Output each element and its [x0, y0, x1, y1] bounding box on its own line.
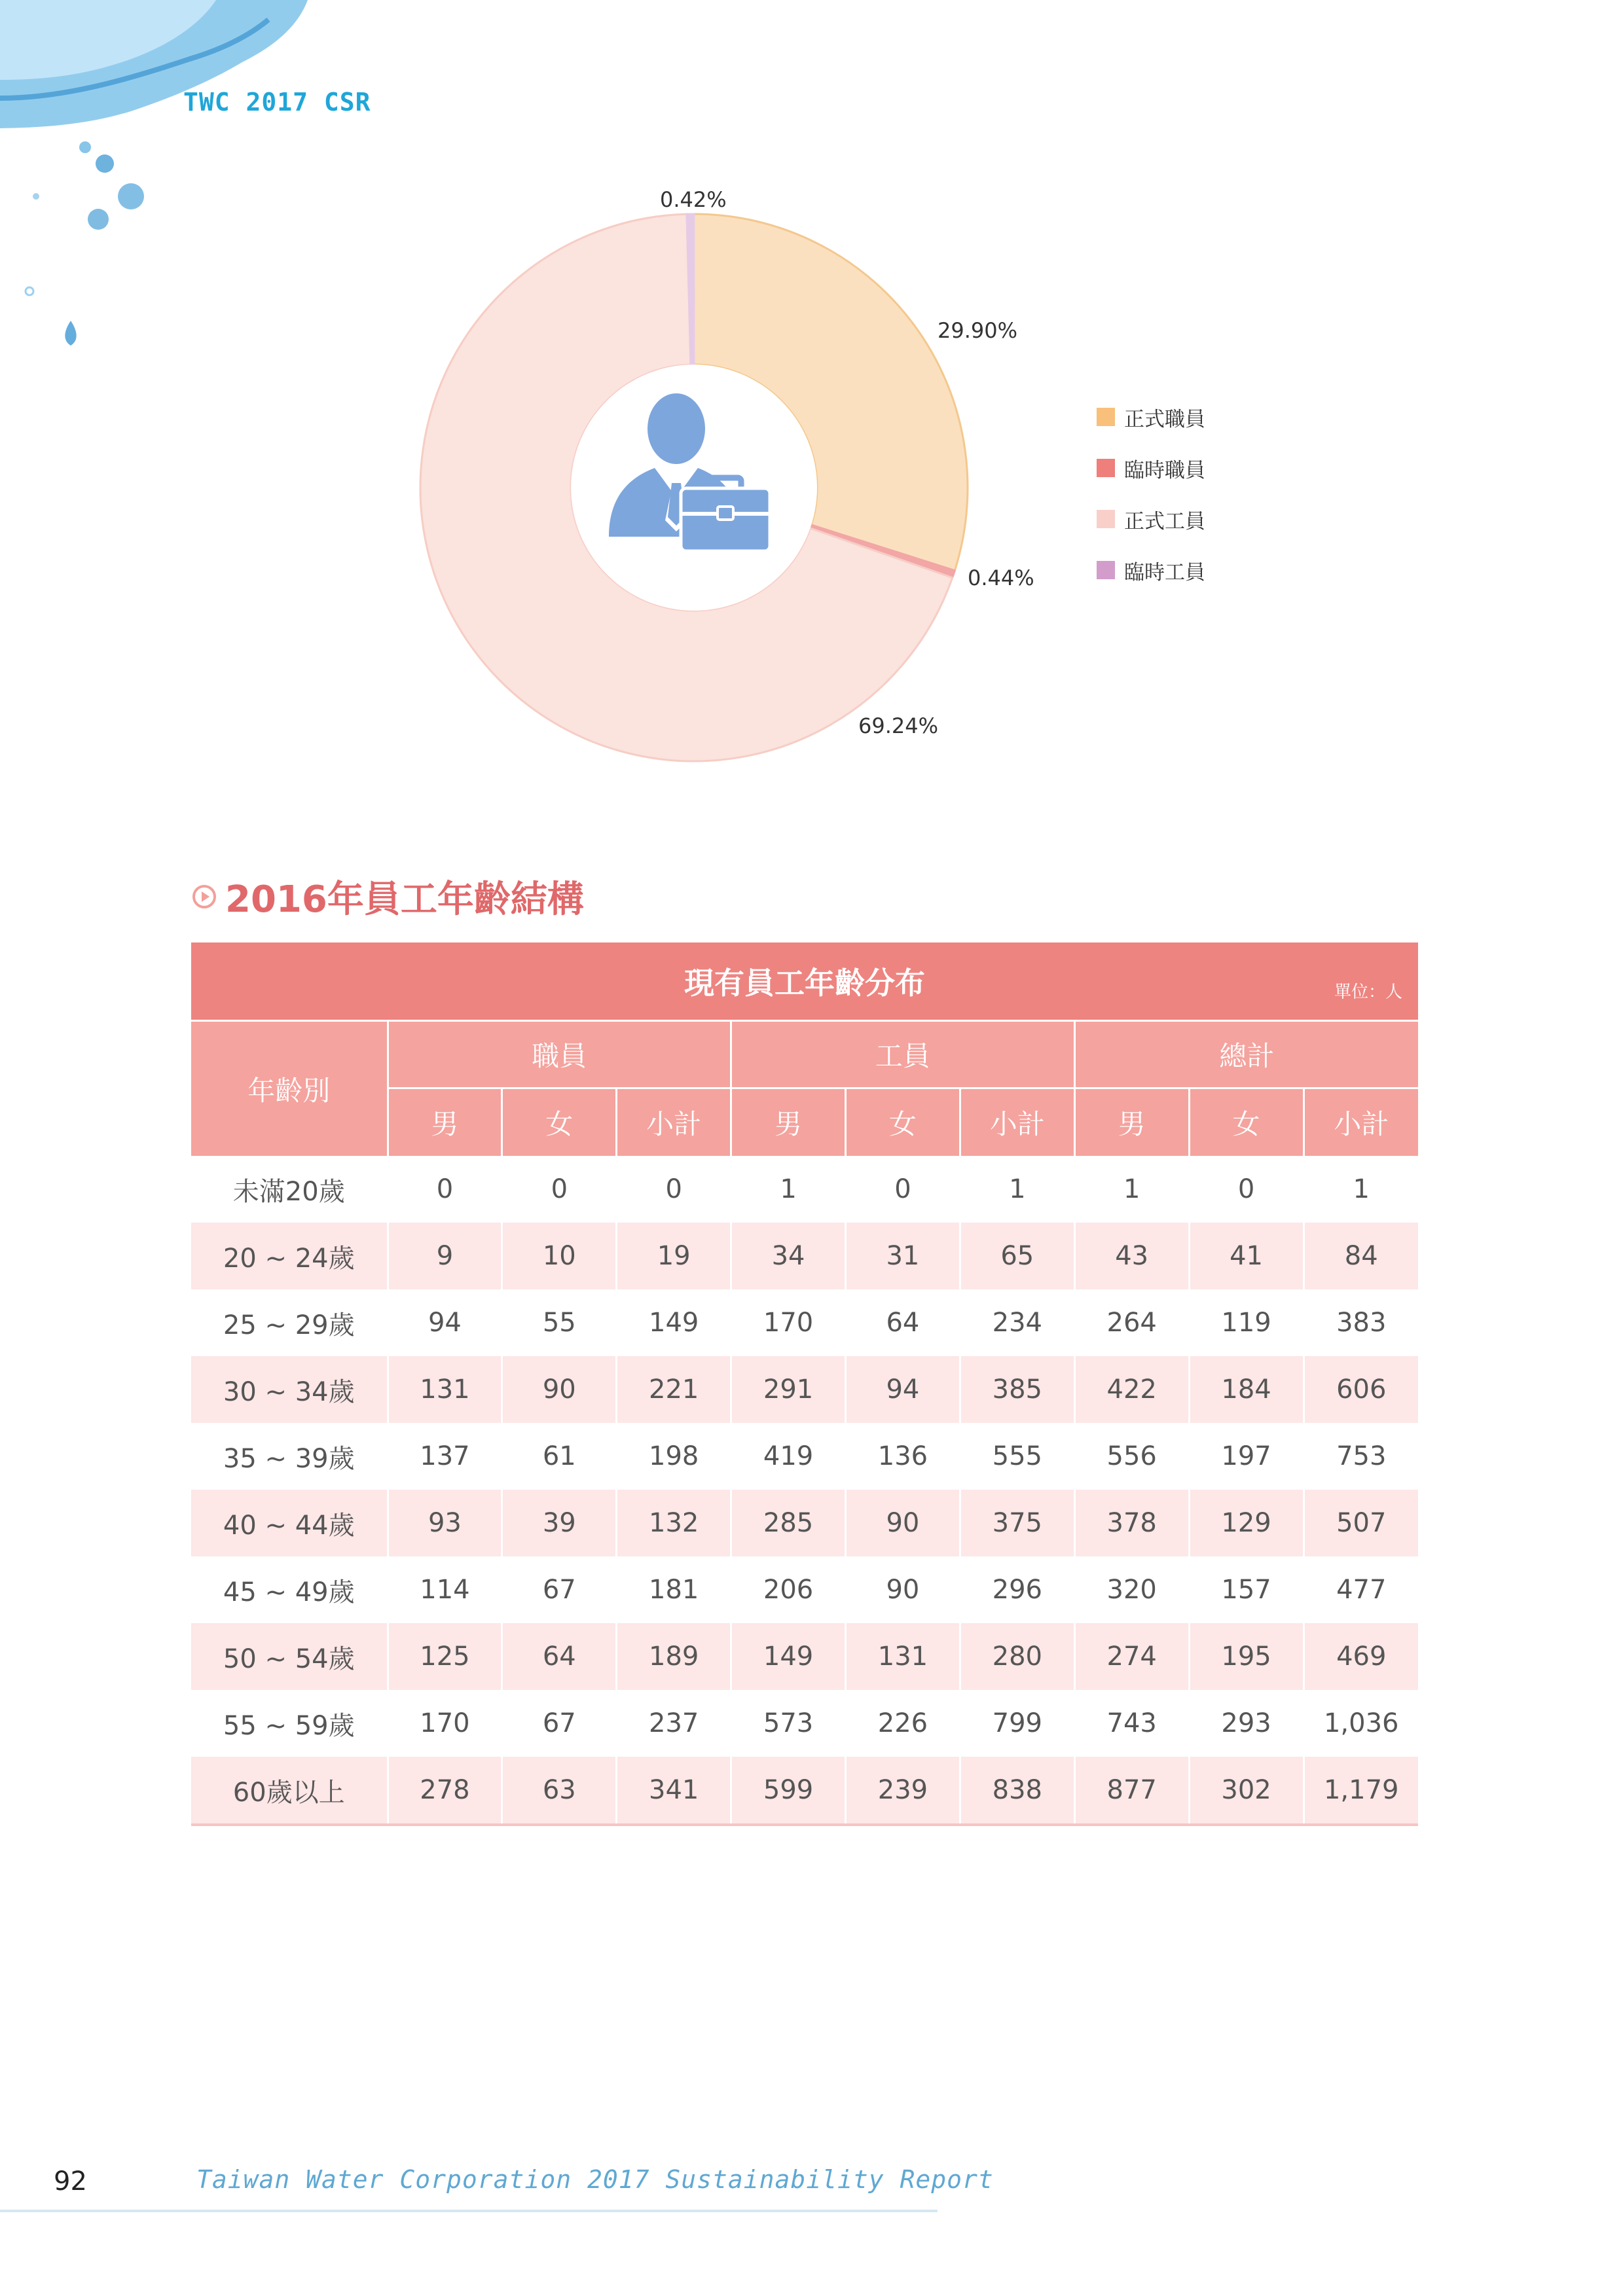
- count-cell: 65: [960, 1223, 1074, 1289]
- count-cell: 280: [960, 1623, 1074, 1690]
- subheader-cell: 男: [731, 1088, 846, 1157]
- count-cell: 195: [1189, 1623, 1304, 1690]
- table-row: [191, 1289, 1418, 1356]
- count-cell: 34: [731, 1223, 846, 1289]
- count-cell: 129: [1189, 1490, 1304, 1556]
- count-cell: 422: [1074, 1356, 1189, 1423]
- count-cell: 39: [502, 1490, 617, 1556]
- count-cell: 556: [1074, 1423, 1189, 1490]
- count-cell: 264: [1074, 1289, 1189, 1356]
- count-cell: 1,036: [1323, 1708, 1399, 1738]
- count-cell: 67: [502, 1690, 617, 1757]
- count-cell: 198: [617, 1423, 731, 1490]
- group-header-staff: 職員: [388, 1021, 731, 1088]
- count-cell: 125: [388, 1623, 502, 1690]
- count-cell: 181: [617, 1556, 731, 1623]
- legend-swatch: [1097, 510, 1115, 528]
- page-number: 92: [54, 2166, 87, 2197]
- count-cell: 296: [960, 1556, 1074, 1623]
- count-cell: 41: [1189, 1223, 1304, 1289]
- droplet: [88, 209, 109, 230]
- count-cell: 84: [1304, 1223, 1418, 1289]
- legend-swatch: [1097, 561, 1115, 579]
- count-cell: 55: [502, 1289, 617, 1356]
- count-cell: 184: [1189, 1356, 1304, 1423]
- count-cell: 469: [1304, 1623, 1418, 1690]
- count-cell: 64: [846, 1289, 960, 1356]
- count-cell: 293: [1189, 1690, 1304, 1757]
- count-cell: 149: [731, 1623, 846, 1690]
- table-row: [191, 1156, 1418, 1223]
- donut-svg: [367, 170, 1087, 798]
- count-cell: 189: [617, 1623, 731, 1690]
- count-cell: 383: [1336, 1308, 1387, 1338]
- age-range-cell: 55 ~ 59歲: [191, 1690, 388, 1757]
- count-cell: 291: [731, 1356, 846, 1423]
- count-cell: 63: [502, 1757, 617, 1825]
- count-cell: 606: [1304, 1356, 1418, 1423]
- count-cell: 94: [846, 1356, 960, 1423]
- legend-label: 臨時職員: [1124, 458, 1205, 482]
- subheader-cell: 女: [1189, 1088, 1304, 1157]
- count-cell: 61: [502, 1423, 617, 1490]
- legend-label: 正式工員: [1124, 509, 1205, 533]
- count-cell: 0: [502, 1156, 617, 1223]
- age-range-cell: 50 ~ 54歲: [191, 1623, 388, 1690]
- slice-label-0: 29.90%: [938, 318, 1018, 343]
- table-title: 現有員工年齡分布: [684, 965, 925, 1001]
- count-cell: 278: [388, 1757, 502, 1825]
- count-cell: 753: [1336, 1441, 1387, 1471]
- count-cell: 206: [731, 1556, 846, 1623]
- count-cell: 375: [960, 1490, 1074, 1556]
- employee-type-donut-chart: [367, 170, 1087, 798]
- table-body: [191, 1156, 1418, 1825]
- age-range-cell: 20 ~ 24歲: [191, 1223, 388, 1289]
- count-cell: 19: [617, 1223, 731, 1289]
- legend-item: [1097, 391, 1205, 442]
- legend-item: [1097, 442, 1205, 493]
- count-cell: 507: [1304, 1490, 1418, 1556]
- count-cell: 157: [1189, 1556, 1304, 1623]
- count-cell: 1: [731, 1156, 846, 1223]
- section-title: [191, 870, 584, 923]
- table-row: [191, 1490, 1418, 1556]
- report-tag: TWC 2017 CSR: [183, 88, 371, 117]
- table-row: [191, 1690, 1418, 1757]
- count-cell: 0: [1189, 1156, 1304, 1223]
- chart-legend: [1097, 391, 1205, 596]
- subheader-cell: 小計: [617, 1088, 731, 1157]
- count-cell: 1: [960, 1156, 1074, 1223]
- count-cell: 221: [617, 1356, 731, 1423]
- count-cell: 1: [1353, 1174, 1370, 1204]
- legend-label: 臨時工員: [1124, 560, 1205, 584]
- count-cell: 170: [731, 1289, 846, 1356]
- count-cell: 378: [1074, 1490, 1189, 1556]
- count-cell: 10: [502, 1223, 617, 1289]
- count-cell: 799: [960, 1690, 1074, 1757]
- subheader-cell: 小計: [1304, 1088, 1418, 1157]
- age-range-cell: 30 ~ 34歲: [191, 1356, 388, 1423]
- count-cell: 226: [846, 1690, 960, 1757]
- count-cell: 573: [731, 1690, 846, 1757]
- age-range-cell: 25 ~ 29歲: [191, 1289, 388, 1356]
- droplet: [33, 193, 39, 200]
- slice-label-1: 0.44%: [968, 565, 1034, 590]
- droplet: [79, 141, 91, 153]
- count-cell: 274: [1074, 1623, 1189, 1690]
- age-range-cell: 60歲以上: [191, 1757, 388, 1825]
- table-row: [191, 1623, 1418, 1690]
- age-range-cell: 35 ~ 39歲: [191, 1423, 388, 1490]
- count-cell: 237: [617, 1690, 731, 1757]
- count-cell: 149: [617, 1289, 731, 1356]
- legend-item: [1097, 493, 1205, 545]
- footer-report-title: Taiwan Water Corporation 2017 Sustainability Report: [196, 2165, 994, 2194]
- count-cell: 114: [388, 1556, 502, 1623]
- count-cell: 477: [1336, 1575, 1387, 1605]
- slice-label-3: 0.42%: [660, 187, 727, 212]
- age-distribution-table: [191, 942, 1418, 1826]
- count-cell: 419: [731, 1423, 846, 1490]
- count-cell: 341: [617, 1757, 731, 1825]
- age-range-cell: 45 ~ 49歲: [191, 1556, 388, 1623]
- count-cell: 94: [388, 1289, 502, 1356]
- droplet: [96, 154, 114, 173]
- age-group-header: 年齡別: [191, 1021, 388, 1157]
- age-range-cell: 40 ~ 44歲: [191, 1490, 388, 1556]
- count-cell: 555: [960, 1423, 1074, 1490]
- section-title-text: 2016年員工年齡結構: [225, 878, 584, 921]
- slice-label-2: 69.24%: [858, 713, 939, 738]
- table-row: [191, 1757, 1418, 1825]
- count-cell: 1: [1074, 1156, 1189, 1223]
- count-cell: 93: [388, 1490, 502, 1556]
- subheader-cell: 女: [846, 1088, 960, 1157]
- group-header-workers: 工員: [731, 1021, 1075, 1088]
- count-cell: 170: [388, 1690, 502, 1757]
- count-cell: 90: [846, 1490, 960, 1556]
- count-cell: 132: [617, 1490, 731, 1556]
- play-circle-icon: [191, 884, 217, 910]
- table-row: [191, 1423, 1418, 1490]
- group-header-total: 總計: [1074, 1021, 1418, 1088]
- count-cell: 302: [1189, 1757, 1304, 1825]
- legend-swatch: [1097, 459, 1115, 477]
- count-cell: 31: [846, 1223, 960, 1289]
- subheader-cell: 女: [502, 1088, 617, 1157]
- droplet: [65, 321, 76, 346]
- count-cell: 743: [1074, 1690, 1189, 1757]
- footer-divider: [0, 2210, 938, 2212]
- count-cell: 838: [960, 1757, 1074, 1825]
- water-splash-decoration: [0, 0, 327, 367]
- table-title-cell: [191, 942, 1418, 1021]
- age-range-cell: 未滿20歲: [191, 1156, 388, 1223]
- count-cell: 131: [388, 1356, 502, 1423]
- count-cell: 285: [731, 1490, 846, 1556]
- count-cell: 0: [846, 1156, 960, 1223]
- count-cell: 320: [1074, 1556, 1189, 1623]
- legend-label: 正式職員: [1124, 407, 1205, 431]
- subheader-cell: 男: [1074, 1088, 1189, 1157]
- count-cell: 137: [388, 1423, 502, 1490]
- subheader-cell: 男: [388, 1088, 502, 1157]
- count-cell: 43: [1074, 1223, 1189, 1289]
- count-cell: 0: [617, 1156, 731, 1223]
- count-cell: 234: [960, 1289, 1074, 1356]
- droplet: [118, 183, 144, 209]
- table-unit: 單位：人: [1334, 982, 1402, 1002]
- count-cell: 385: [960, 1356, 1074, 1423]
- count-cell: 239: [846, 1757, 960, 1825]
- count-cell: 119: [1189, 1289, 1304, 1356]
- count-cell: 0: [388, 1156, 502, 1223]
- table-row: [191, 1356, 1418, 1423]
- count-cell: 136: [846, 1423, 960, 1490]
- count-cell: 877: [1074, 1757, 1189, 1825]
- table-row: [191, 1556, 1418, 1623]
- count-cell: 67: [502, 1556, 617, 1623]
- count-cell: 197: [1189, 1423, 1304, 1490]
- legend-swatch: [1097, 408, 1115, 426]
- subheader-cell: 小計: [960, 1088, 1074, 1157]
- count-cell: 599: [731, 1757, 846, 1825]
- count-cell: 131: [846, 1623, 960, 1690]
- legend-item: [1097, 545, 1205, 596]
- table-row: [191, 1223, 1418, 1289]
- count-cell: 64: [502, 1623, 617, 1690]
- count-cell: 1,179: [1304, 1757, 1418, 1825]
- count-cell: 90: [502, 1356, 617, 1423]
- count-cell: 9: [388, 1223, 502, 1289]
- count-cell: 90: [846, 1556, 960, 1623]
- droplet: [26, 287, 33, 295]
